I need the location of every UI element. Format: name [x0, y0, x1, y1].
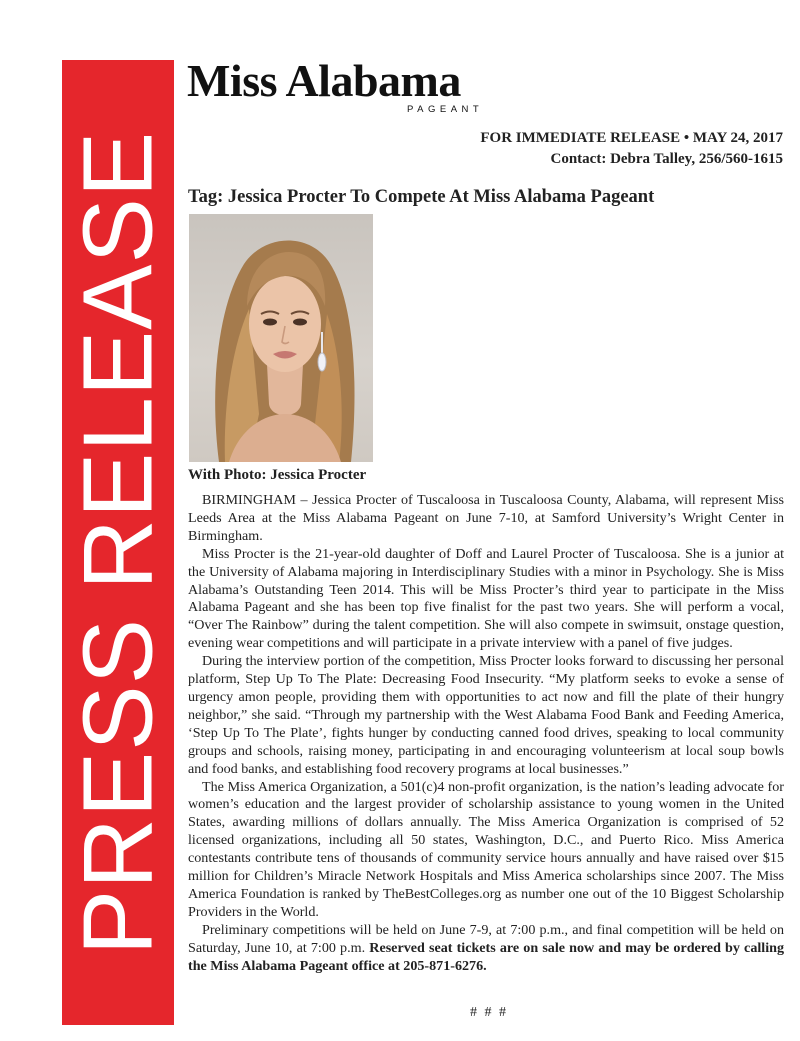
photo-caption: With Photo: Jessica Procter: [188, 467, 367, 483]
article-body: [188, 492, 784, 975]
release-date-line: FOR IMMEDIATE RELEASE • MAY 24, 2017: [480, 130, 783, 146]
ticket-info: Reserved seat tickets are on sale now and may be ordered by calling the Miss Alabama Pageant office at 205-871-6276.: [188, 939, 784, 974]
paragraph-4: The Miss America Organization, a 501(c)4 non-profit organization, is the nation’s leading advocate for women’s education and the largest provider of scholarship assistance to young women in the United States, awarding millions of dollars annually. The Miss America Organization is comprised of 52 licensed organizations, including all 50 states, Washington, D.C., and Puerto Rico. Miss America contestants contribute tens of thousands of community service hours annually and have raised over $15 million for Children’s Miracle Network Hospitals and Miss America scholarships since 2007. The Miss America Foundation is ranked by TheBestColleges.org as number one out of the 10 Biggest Scholarship Providers in the World.: [188, 778, 784, 920]
paragraph-2: Miss Procter is the 21-year-old daughter of Doff and Laurel Procter of Tuscaloosa. She is a junior at the University of Alabama majoring in Interdisciplinary Studies with a minor in Psychology. She is Miss Alabama’s Outstanding Teen 2014. This will be Miss Procter’s third year to participate in the Miss Alabama Pageant and she has been top five finalist for the past two years. She will perform a vocal, “Over The Rainbow” during the talent competition. She will also compete in swimsuit, onstage question, evening wear competitions and will participate in a private interview with a panel of five judges.: [188, 545, 784, 652]
headline: Tag: Jessica Procter To Compete At Miss Alabama Pageant: [188, 187, 655, 207]
logo-subtitle: PAGEANT: [407, 104, 484, 115]
miss-alabama-logo: [187, 54, 507, 126]
banner-text: PRESS RELEASE: [62, 130, 173, 955]
paragraph-1: BIRMINGHAM – Jessica Procter of Tuscaloosa in Tuscaloosa County, Alabama, will represent Miss Leeds Area at the Miss Alabama Pageant on June 7-10, at Samford University’s Wright Center in Birmingham.: [188, 492, 784, 544]
paragraph-5: [188, 922, 784, 976]
schedule-text: Preliminary competitions will be held on June 7-9, at 7:00 p.m., and final competition will be held on Saturday, June 10, at 7:00 p.m.: [188, 921, 784, 956]
paragraph-3: During the interview portion of the competition, Miss Procter looks forward to discussing her personal platform, Step Up To The Plate: Decreasing Food Insecurity. “My platform seeks to evoke a sense of urgency amon people, providing them with opportunities to act now and fill the plate of their hungry neighbor,” she said. “Through my partnership with the West Alabama Food Bank and Feeding America, ‘Step Up To The Plate’, fights hunger by conducting canned food drives, speaking to local community groups and schools, raising money, participating in and encouraging volunteerism at local soup bowls and food banks, and establishing food recovery programs at local businesses.”: [188, 653, 784, 777]
press-release-banner: [62, 60, 174, 1025]
contact-line: Contact: Debra Talley, 256/560-1615: [550, 151, 783, 167]
logo-title: Miss Alabama: [187, 55, 461, 106]
end-mark: # # #: [470, 1005, 508, 1020]
portrait-photo: [189, 214, 373, 462]
